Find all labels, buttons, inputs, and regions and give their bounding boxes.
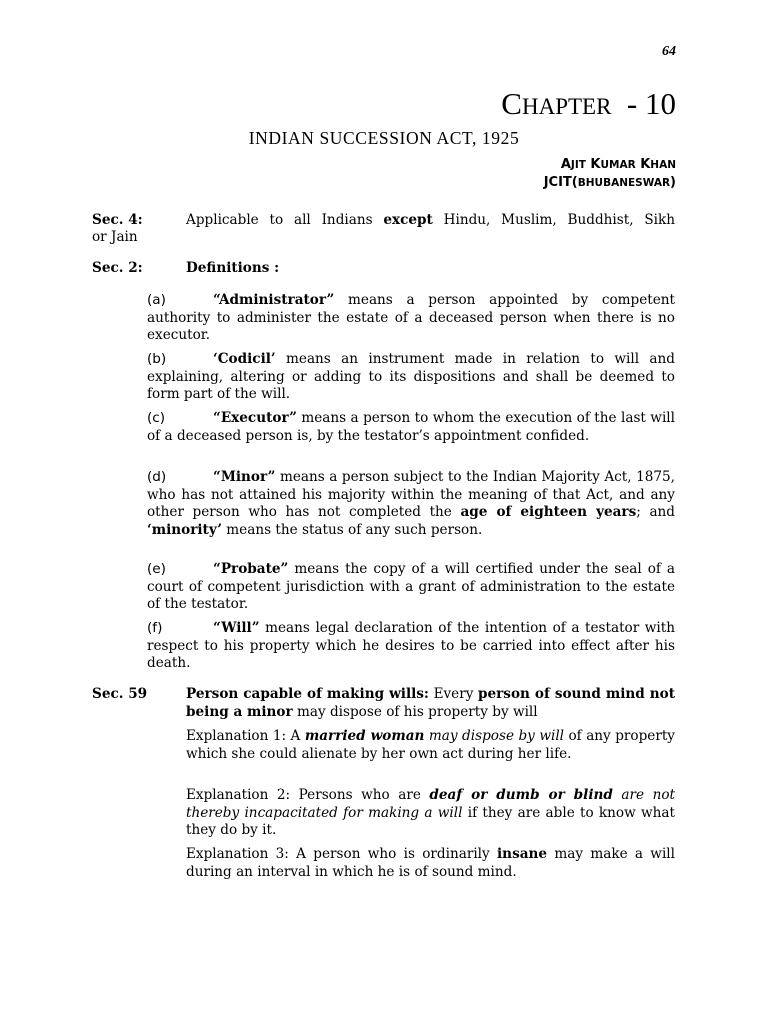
expl-bold: insane [497, 846, 548, 862]
chapter-cap: C [501, 86, 522, 121]
explanation-2 [186, 787, 675, 840]
sec59-label: Sec. 59 [92, 686, 148, 702]
item-text: means an instrument made in relation to will and explaining, altering or adding to its dispositions and shall be deemed to form part of the will. [147, 351, 675, 402]
page-number: 64 [662, 44, 676, 59]
definition-item [147, 292, 675, 345]
sec4-text [186, 212, 675, 230]
designation-place: BHUBANESWAR [577, 177, 671, 189]
expl-text: Explanation 1: A [186, 728, 305, 744]
author-designation [380, 175, 676, 190]
sec59-t2: may dispose of his property by will [292, 703, 538, 720]
item-text: means the copy of a will certified under the seal of a court of competent jurisdiction with a grant of administration to the estate of the testator. [147, 561, 675, 612]
sec4-t2: Hindu, Muslim, Buddhist, Sikh [432, 212, 675, 228]
author-k2-rest: HAN [650, 159, 676, 171]
act-subtitle: INDIAN SUCCESSION ACT, 1925 [248, 128, 520, 148]
sec59-t1: Every [428, 686, 478, 702]
item-bold: age of eighteen years [460, 504, 637, 520]
sec4-bold: except [383, 212, 433, 228]
sec2-heading: Definitions : [186, 260, 280, 276]
item-label: (c) [147, 410, 166, 426]
item-label: (d) [147, 469, 167, 485]
chapter-number: - 10 [626, 86, 676, 121]
item-text: ; and [636, 504, 676, 520]
explanation-3 [186, 846, 675, 881]
definition-item [147, 410, 675, 445]
item-term: “Administrator” [213, 292, 335, 308]
item-text: means the status of any such person. [221, 521, 483, 538]
author-a: A [560, 157, 571, 172]
sec2-label: Sec. 2: [92, 260, 143, 276]
item-text: means a person appointed by competent authority to administer the estate of a deceased person when there is no executor. [147, 292, 675, 343]
item-term: “Will” [213, 620, 260, 636]
sec4-label: Sec. 4: [92, 212, 143, 228]
item-text: means a person subject to the Indian Majority Act, 1875, who has not attained his majority within the meaning of that Act, and any other person who has not completed the [147, 469, 675, 520]
author-a-rest: JIT [570, 159, 586, 171]
author-name [380, 157, 676, 172]
sec4-t1: Applicable to all Indians [186, 212, 384, 228]
sec59-bold: person of sound mind not being a minor [186, 686, 675, 720]
expl-italic: are not thereby incapacitated for making a will [186, 787, 675, 821]
chapter-title [400, 86, 676, 122]
expl-text: if they are able to know what they do by it. [186, 804, 675, 838]
item-text: means legal declaration of the intention of a testator with respect to his property which he desires to be carried into effect after his death. [147, 620, 675, 671]
item-text: means a person to whom the execution of the last will of a deceased person is, by the testator’s appointment confided. [147, 410, 675, 444]
expl-text: Explanation 2: Persons who are [186, 787, 430, 803]
expl-text: may make a will during an interval in which he is of sound mind. [186, 846, 675, 880]
explanation-1 [186, 728, 675, 763]
expl-bold-italic: deaf or dumb or blind [429, 787, 613, 803]
author-k2: K [640, 157, 651, 172]
item-label: (e) [147, 561, 166, 577]
author-k-rest: UMAR [600, 159, 636, 171]
designation-jcit: JCIT( [543, 175, 578, 190]
item-term: ‘Codicil’ [213, 351, 276, 367]
sec4-continuation: or Jain [92, 229, 138, 245]
definition-item [147, 620, 675, 673]
expl-text: of any property which she could alienate by her own act during her life. [186, 728, 675, 762]
expl-bold-italic: married woman [304, 728, 425, 744]
designation-close: ) [670, 175, 676, 190]
item-term: “Executor” [213, 410, 297, 426]
item-bold: ‘minority’ [147, 521, 222, 538]
expl-text: Explanation 3: A person who is ordinarily [186, 846, 498, 862]
item-label: (a) [147, 292, 166, 308]
item-label: (f) [147, 620, 163, 636]
item-term: “Probate” [213, 561, 289, 577]
chapter-rest: HAPTER [521, 94, 612, 119]
sec59-heading [186, 686, 675, 721]
item-label: (b) [147, 351, 167, 367]
definition-item [147, 469, 675, 539]
item-term: “Minor” [213, 469, 276, 485]
definition-item [147, 561, 675, 614]
definition-item [147, 351, 675, 404]
expl-italic: may dispose by will [428, 728, 565, 744]
sec59-title: Person capable of making wills: [186, 686, 429, 702]
author-k: K [590, 157, 601, 172]
